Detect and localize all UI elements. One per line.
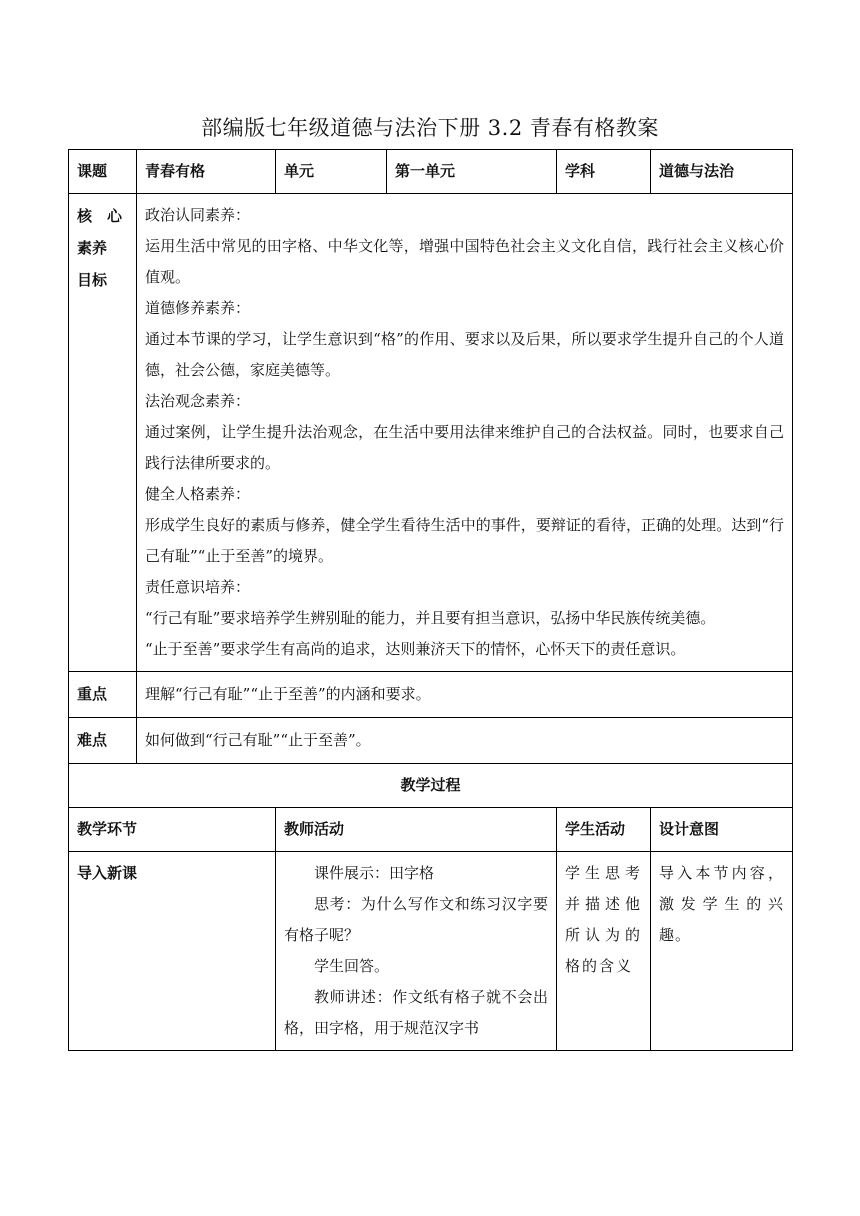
- teacher-step-1: 课件展示：田字格: [314, 864, 435, 882]
- goal-text-law: 通过案例，让学生提升法治观念，在生活中要用法律来维护自己的合法权益。同时，也要求自己践行法律所要求的。: [145, 423, 784, 472]
- process-row-intro: [69, 852, 793, 1051]
- process-columns-row: [69, 808, 793, 852]
- goal-text-political: 运用生活中常见的田字格、中华文化等，增强中国特色社会主义文化自信，践行社会主义核心价值观。: [145, 237, 784, 286]
- column-intent: 设计意图: [651, 808, 793, 852]
- header-row: [69, 150, 793, 194]
- goal-text-moral: 通过本节课的学习，让学生意识到“格”的作用、要求以及后果，所以要求学生提升自己的个人道德，社会公德，家庭美德等。: [145, 330, 784, 379]
- goal-text-responsibility-2: “止于至善”要求学生有高尚的追求，达则兼济天下的情怀，心怀天下的责任意识。: [145, 640, 686, 658]
- goal-heading-law: 法治观念素养：: [145, 392, 251, 410]
- process-title: 教学过程: [69, 764, 793, 808]
- goal-heading-political: 政治认同素养：: [145, 206, 251, 224]
- column-teacher: 教师活动: [276, 808, 557, 852]
- teacher-step-3: 学生回答。: [314, 957, 390, 975]
- column-student: 学生活动: [557, 808, 651, 852]
- lesson-value: 青春有格: [137, 150, 276, 194]
- goal-heading-responsibility: 责任意识培养：: [145, 578, 251, 596]
- unit-value: 第一单元: [387, 150, 557, 194]
- difficulty-row: [69, 718, 793, 764]
- core-goals-label-line2: 素养: [77, 239, 108, 257]
- process-title-row: [69, 764, 793, 808]
- goal-heading-personality: 健全人格素养：: [145, 485, 251, 503]
- difficulty-value: 如何做到“行己有耻”“止于至善”。: [137, 718, 793, 764]
- key-point-row: [69, 672, 793, 718]
- lesson-plan-table: [68, 149, 793, 1051]
- core-goals-row: [69, 194, 793, 672]
- difficulty-label: 难点: [69, 718, 137, 764]
- core-goals-label: [69, 194, 137, 672]
- goal-heading-moral: 道德修养素养：: [145, 299, 251, 317]
- stage-intro: 导入新课: [69, 852, 276, 1051]
- lesson-label: 课题: [69, 150, 137, 194]
- student-activity-intro: 学生思考并描述他所认为的格的含义: [557, 852, 651, 1051]
- subject-label: 学科: [557, 150, 651, 194]
- teacher-activity-intro: [276, 852, 557, 1051]
- goal-text-responsibility-1: “行己有耻”要求培养学生辨别耻的能力，并且要有担当意识，弘扬中华民族传统美德。: [145, 609, 716, 627]
- teacher-step-4: 教师讲述：作文纸有格子就不会出格，田字格，用于规范汉字书: [284, 988, 548, 1037]
- core-goals-content: [137, 194, 793, 672]
- document-title: 部编版七年级道德与法治下册 3.2 青春有格教案: [201, 116, 659, 140]
- core-goals-label-line3: 目标: [77, 271, 108, 289]
- design-intent-intro: 导入本节内容，激发学生的兴趣。: [651, 852, 793, 1051]
- goal-text-personality: 形成学生良好的素质与修养，健全学生看待生活中的事件，要辩证的看待，正确的处理。达到“行己有耻”“止于至善”的境界。: [145, 516, 784, 565]
- unit-label: 单元: [276, 150, 387, 194]
- core-goals-label-line1: 核 心: [77, 207, 123, 225]
- key-point-label: 重点: [69, 672, 137, 718]
- column-stage: 教学环节: [69, 808, 276, 852]
- key-point-value: 理解“行己有耻”“止于至善”的内涵和要求。: [137, 672, 793, 718]
- teacher-step-2: 思考：为什么写作文和练习汉字要有格子呢？: [284, 895, 548, 944]
- subject-value: 道德与法治: [651, 150, 793, 194]
